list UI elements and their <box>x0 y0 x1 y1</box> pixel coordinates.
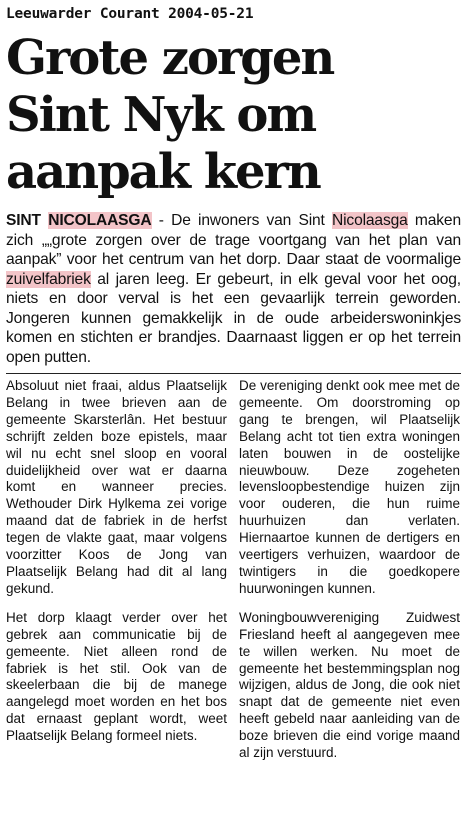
lead-highlight-nicolaasga: Nicolaasga <box>332 212 408 229</box>
body-columns <box>6 378 461 774</box>
lead-text: - De inwoners van Sint <box>151 212 332 229</box>
body-paragraph: Het dorp klaagt verder over het gebrek aan communicatie bij de gemeente. Niet alleen rond de fabriek is het stil. Ook van de skeelerbaan die bij de manege aangelegd moet worden en het bos dat ernaast geplant wordt, weet Plaatselijk Belang formeel niets. <box>6 609 227 744</box>
headline-line-3: aanpak kern <box>6 144 320 200</box>
headline <box>6 30 461 201</box>
column-right <box>239 378 460 774</box>
lead-paragraph <box>6 211 461 367</box>
column-left <box>6 378 227 774</box>
source-line: Leeuwarder Courant 2004-05-21 <box>6 6 254 22</box>
headline-line-1: Grote zorgen <box>6 30 334 86</box>
newspaper-clipping <box>0 6 467 831</box>
lead-highlight-zuivelfabriek: zuivelfabriek <box>6 270 91 288</box>
dateline-part: SINT <box>6 212 49 229</box>
headline-line-2: Sint Nyk om <box>6 87 316 143</box>
body-paragraph: De vereniging denkt ook mee met de gemeente. Om doorstroming op gang te brengen, wil Plaatselijk Belang acht tot tien extra woningen laten bouwen in de oostelijke nieuwbouw. Deze zogeheten levensloopbestendige huizen zijn voor ouderen, die hun ruime huurhuizen dan verlaten. Hiernaartoe kunnen de dertigers en veertigers verhuizen, waardoor de twintigers in die goedkopere huurwoningen kunnen. <box>239 378 460 596</box>
body-paragraph: Absoluut niet fraai, aldus Plaatselijk Belang in twee brieven aan de gemeente Skarsterlân. Het bestuur schrijft zelden boze epistels, maar wil nu echt snel sloop en vooral duidelijkheid over wat er daarna komt en wanneer precies. Wethouder Dirk Hylkema zei vorige maand dat de fabriek in de herfst tegen de vlakte gaat, maar volgens voorzitter Koos de Jong van Plaatselijk Belang had dit al lang gekund. <box>6 378 227 596</box>
lead-text: maken zich „„grote zorgen over de trage voortgang van het plan van aanpak” voor het centrum van het dorp. Daar staat de voormalige <box>6 212 461 268</box>
dateline-highlight: NICOLAASGA <box>48 212 152 229</box>
dateline <box>6 212 152 229</box>
lead-text: al jaren leeg. Er gebeurt, in elk geval voor het oog, niets en door verval is het een gevaarlijk terrein geworden. Jongeren kunnen gemakkelijk in de oude arbeiderswoninkjes komen en stichten er brandjes. Daarnaast liggen er op het terrein open putten. <box>6 270 461 366</box>
divider <box>6 373 461 374</box>
body-paragraph: Woningbouwvereniging Zuidwest Friesland heeft al aangegeven mee te willen werken. Nu moet de gemeente het bestemmingsplan nog wijzigen, aldus de Jong, die ook niet snapt dat de gemeente niet even heeft gebeld naar aanleiding van de boze brieven die eind vorige maand al zijn verstuurd. <box>239 609 460 761</box>
